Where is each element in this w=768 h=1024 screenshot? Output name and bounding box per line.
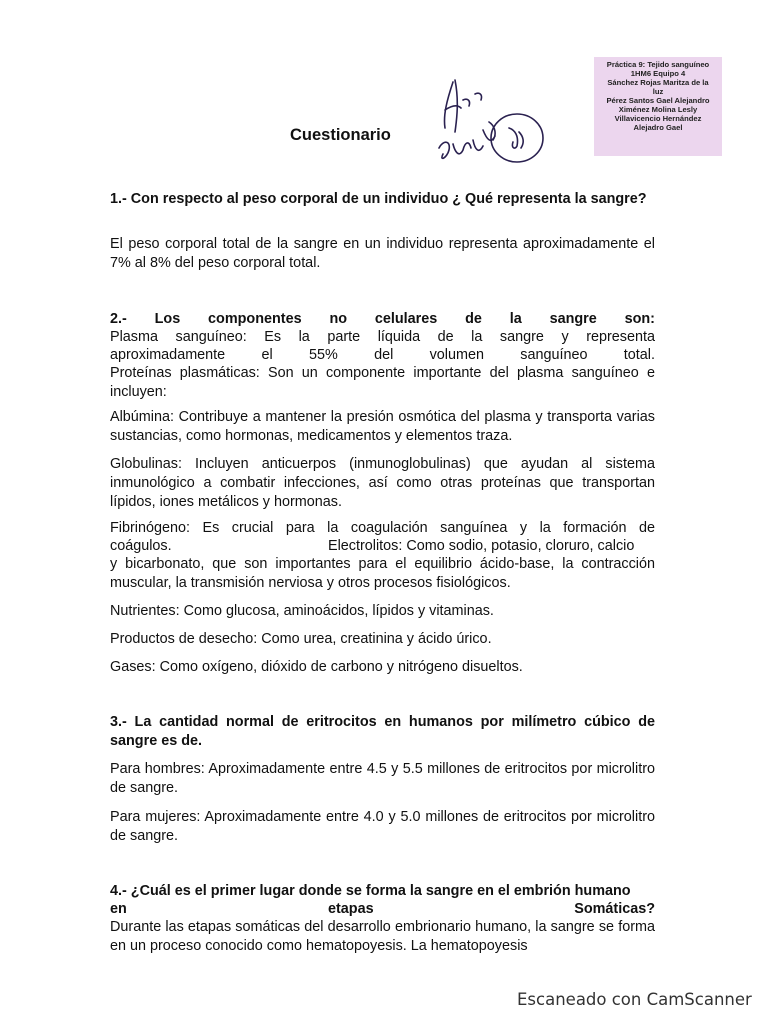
plasma-text: Plasma sanguíneo: Es la parte líquida de la sangre y representa <box>110 329 655 345</box>
plasma-line-2 <box>110 346 655 365</box>
fibrinogeno-end: coágulos. <box>110 538 172 554</box>
plasma-line-1 <box>110 328 655 347</box>
heading-word: de <box>465 311 482 327</box>
q4-word: etapas <box>328 901 374 917</box>
nutrientes-paragraph: Nutrientes: Como glucosa, aminoácidos, lípidos y vitaminas. <box>110 603 494 619</box>
info-line: Alejadro Gael <box>633 123 683 132</box>
plasma-word: aproximadamente <box>110 347 226 363</box>
hombres-paragraph: Para hombres: Aproximadamente entre 4.5 y 5.5 millones de eritrocitos por microlitro de sangre. <box>110 761 655 796</box>
plasma-word: total. <box>623 347 655 363</box>
camscanner-watermark: Escaneado con CamScanner <box>517 990 752 1009</box>
q4-word: en <box>110 901 127 917</box>
info-line: Villavicencio Hernández <box>614 114 702 123</box>
proteinas-paragraph: Proteínas plasmáticas: Son un componente importante del plasma sanguíneo e incluyen: <box>110 365 655 400</box>
page-title: Cuestionario <box>290 126 391 144</box>
desecho-paragraph: Productos de desecho: Como urea, creatinina y ácido úrico. <box>110 631 492 647</box>
question-4-line-2 <box>110 900 655 919</box>
plasma-word: 55% <box>308 347 338 363</box>
plasma-word: volumen <box>429 347 484 363</box>
mujeres-paragraph: Para mujeres: Aproximadamente entre 4.0 y 5.0 millones de eritrocitos por microlitro de sangre. <box>110 809 655 844</box>
handwritten-signature <box>425 70 550 185</box>
heading-word: no <box>329 311 348 327</box>
question-2-heading <box>110 310 655 329</box>
plasma-word: del <box>374 347 394 363</box>
fibrinogeno-line-2 <box>110 537 655 556</box>
gases-paragraph: Gases: Como oxígeno, dióxido de carbono y nitrógeno disueltos. <box>110 659 523 675</box>
plasma-word: el <box>261 347 273 363</box>
heading-word: sangre <box>549 311 597 327</box>
heading-word: Los <box>154 311 181 327</box>
globulinas-paragraph: Globulinas: Incluyen anticuerpos (inmunoglobulinas) que ayudan al sistema inmunológico a combatir infecciones, así como otras proteínas que transportan lípidos, iones metálicos y hormonas. <box>110 456 655 510</box>
heading-word: celulares <box>374 311 438 327</box>
team-info-box <box>594 57 722 156</box>
info-line: Sánchez Rojas Maritza de la <box>607 78 709 87</box>
fibrinogeno-line-1 <box>110 519 655 538</box>
electrolitos-paragraph: y bicarbonato, que son importantes para el equilibrio ácido-base, la contracción muscular, la transmisión nerviosa y otros procesos fisiológicos. <box>110 556 655 591</box>
heading-word: la <box>509 311 522 327</box>
question-4-line-1: 4.- ¿Cuál es el primer lugar donde se forma la sangre en el embrión humano <box>110 883 631 899</box>
info-line: 1HM6 Equipo 4 <box>630 69 686 78</box>
electrolitos-start: Electrolitos: Como sodio, potasio, cloruro, calcio <box>328 538 635 554</box>
info-line: luz <box>652 87 664 96</box>
heading-word: componentes <box>208 311 302 327</box>
fibrinogeno-text: Fibrinógeno: Es crucial para la coagulación sanguínea y la formación de <box>110 520 655 536</box>
question-3: 3.- La cantidad normal de eritrocitos en humanos por milímetro cúbico de sangre es de. <box>110 714 655 749</box>
info-line: Ximénez Molina Lesly <box>618 105 698 114</box>
heading-word: 2.- <box>110 311 127 327</box>
answer-1: El peso corporal total de la sangre en un individuo representa aproximadamente el 7% al 8% del peso corporal total. <box>110 236 655 271</box>
plasma-word: sanguíneo <box>520 347 588 363</box>
heading-word: son: <box>624 311 655 327</box>
answer-4: Durante las etapas somáticas del desarrollo embrionario humano, la sangre se forma en un proceso conocido como hematopoyesis. La hematopoyesis <box>110 919 655 954</box>
question-1: 1.- Con respecto al peso corporal de un individuo ¿ Qué representa la sangre? <box>110 191 647 207</box>
albumina-paragraph: Albúmina: Contribuye a mantener la presión osmótica del plasma y transporta varias sustancias, como hormonas, medicamentos y elementos traza. <box>110 409 655 444</box>
q4-word: Somáticas? <box>574 901 655 917</box>
info-line: Pérez Santos Gael Alejandro <box>606 96 710 105</box>
info-line: Práctica 9: Tejido sanguíneo <box>606 60 710 69</box>
